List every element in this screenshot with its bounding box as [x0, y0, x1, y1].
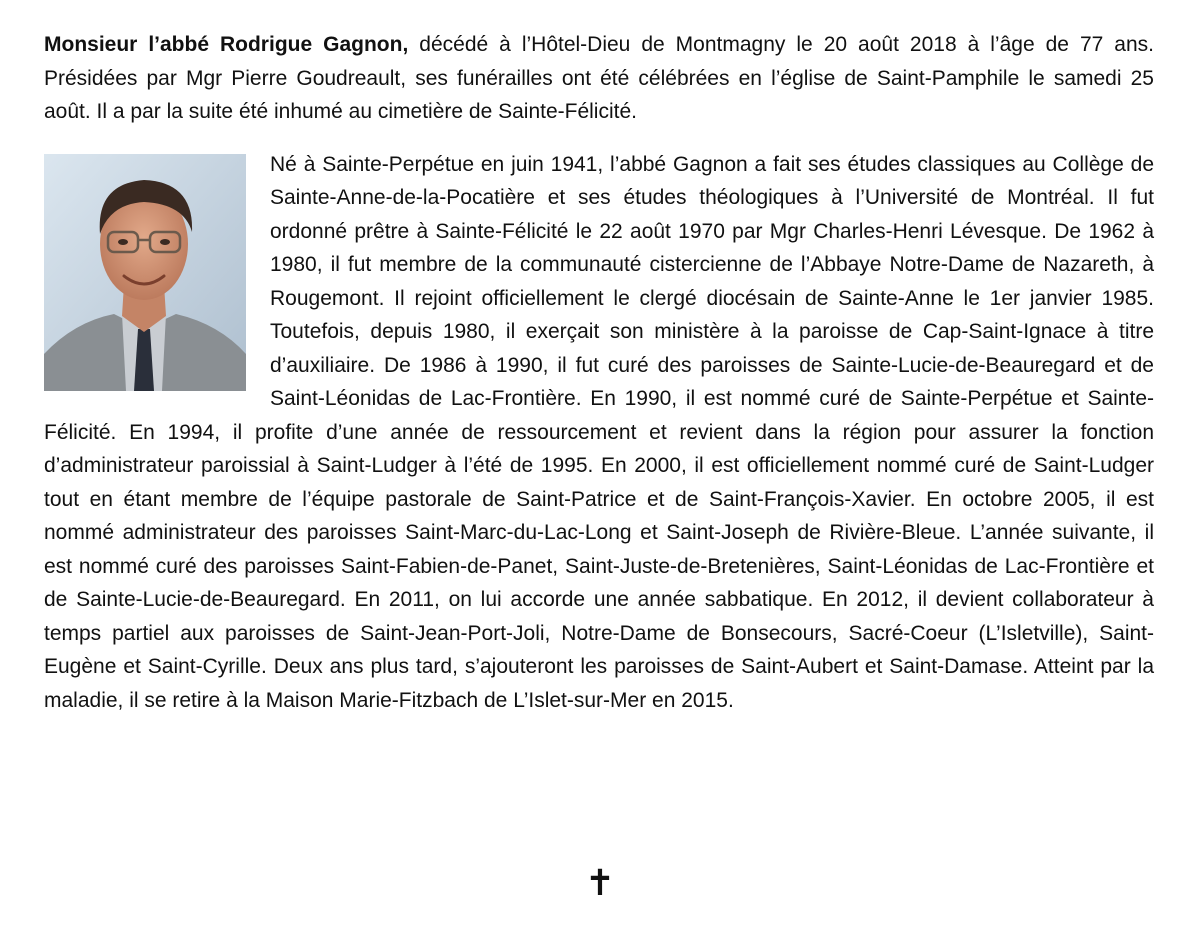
deceased-name: Monsieur l’abbé Rodrigue Gagnon, — [44, 33, 409, 56]
intro-text: décédé à l’Hôtel-Dieu de Montmagny le 20 août 2018 à l’âge de 77 ans. Présidées par Mgr Pierre Goudreault, ses funérailles ont été célébrées en l’église de Saint-Pamphile le samedi 25 août. Il a par la suite été inhumé au cimetière de Sainte-Félicité. — [44, 33, 1154, 123]
biography-paragraph: Né à Sainte-Perpétue en juin 1941, l’abbé Gagnon a fait ses études classiques au Collège de Sainte-Anne-de-la-Pocatière et ses études théologiques à l’Université de Montréal. Il fut ordonné prêtre à Sainte-Félicité le 22 août 1970 par Mgr Charles-Henri Lévesque. De 1962 à 1980, il fut membre de la communauté cistercienne de l’Abbaye Notre-Dame de Nazareth, à Rougemont. Il rejoint officiellement le clergé diocésain de Sainte-Anne le 1er janvier 1985. Toutefois, depuis 1980, il exerçait son ministère à la paroisse de Cap-Saint-Ignace à titre d’auxiliaire. De 1986 à 1990, il fut curé des paroisses de Sainte-Lucie-de-Beauregard et de Saint-Léonidas de Lac-Frontière. En 1990, il est nommé curé de Sainte-Perpétue et Sainte-Félicité. En 1994, il profite d’une année de ressourcement et revient dans la région pour assurer la fonction d’administrateur paroissial à Saint-Ludger à l’été de 1995. En 2000, il est officiellement nommé curé de Saint-Ludger tout en étant membre de l’équipe pastorale de Saint-Patrice et de Saint-François-Xavier. En octobre 2005, il est nommé administrateur des paroisses Saint-Marc-du-Lac-Long et Saint-Joseph de Rivière-Bleue. L’année suivante, il est nommé curé des paroisses Saint-Fabien-de-Panet, Saint-Juste-de-Bretenières, Saint-Léonidas de Lac-Frontière et de Sainte-Lucie-de-Beauregard. En 2011, on lui accorde une année sabbatique. En 2012, il devient collaborateur à temps partiel aux paroisses de Saint-Jean-Port-Joli, Notre-Dame de Bonsecours, Sacré-Coeur (L’Isletville), Saint-Eugène et Saint-Cyrille. Deux ans plus tard, s’ajouteront les paroisses de Saint-Aubert et Saint-Damase. Atteint par la maladie, il se retire à la Maison Marie-Fitzbach de L’Islet-sur-Mer en 2015. — [44, 152, 1154, 712]
biography-section — [44, 148, 1154, 718]
portrait-photo — [44, 154, 246, 391]
obituary-document — [44, 28, 1154, 717]
portrait-photo-icon — [44, 154, 246, 391]
intro-paragraph — [44, 28, 1154, 129]
cross-icon: ✝ — [584, 863, 616, 904]
